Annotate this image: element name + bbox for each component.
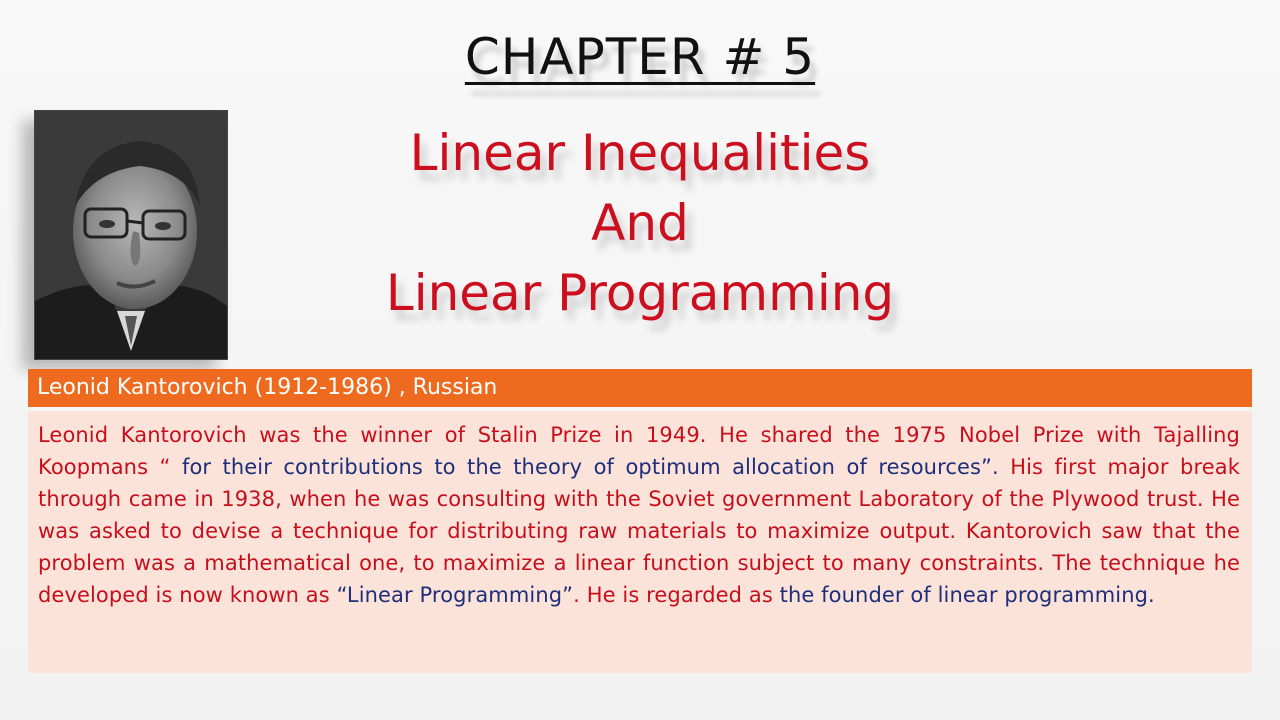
- slide-title: [260, 118, 1020, 328]
- bio-header: [28, 369, 1252, 407]
- title-line-1: Linear Inequalities: [409, 124, 871, 182]
- bio-header-text: Leonid Kantorovich (1912-1986) , Russian: [37, 375, 498, 400]
- bio-text-part-2: His first major break through came in 1938, when he was consulting with the Soviet government Laboratory of the Plywood trust. He was asked to devise a technique for distributing raw materials to maximize output. Kantorovich saw that the problem was a mathematical one, to maximize a linear function subject to many constraints. The technique he developed is now known as: [38, 455, 1240, 607]
- bio-text-linear-programming: “Linear Programming”: [336, 583, 574, 607]
- bio-body: [28, 411, 1252, 673]
- bio-text-part-1: Leonid Kantorovich was the winner of Stalin Prize in 1949. He shared the 1975 Nobel Prize with Tajalling Koopmans “: [38, 423, 1240, 479]
- bio-text-founder: the founder of linear programming.: [779, 583, 1155, 607]
- portrait-photo: [34, 110, 228, 360]
- bio-text-part-3: . He is regarded as: [573, 583, 780, 607]
- title-line-2: And: [591, 194, 689, 252]
- title-line-3: Linear Programming: [385, 264, 895, 322]
- chapter-label: CHAPTER # 5: [464, 28, 816, 86]
- chapter-heading: [0, 28, 1280, 86]
- portrait-photo-icon: [35, 111, 227, 359]
- bio-text-quote: for their contributions to the theory of optimum allocation of resources”.: [170, 455, 999, 479]
